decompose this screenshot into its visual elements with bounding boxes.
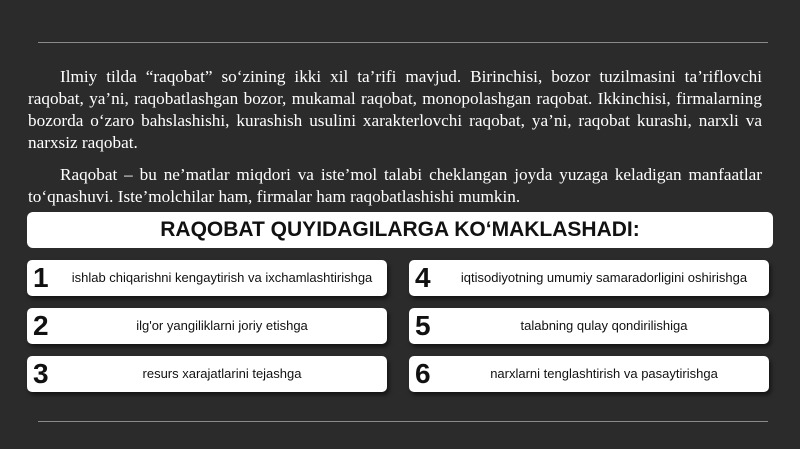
item-label: narxlarni tenglashtirish va pasaytirishga: [490, 366, 718, 381]
list-item-6: [409, 356, 769, 392]
item-label: iqtisodiyotning umumiy samaradorligini oshirishga: [460, 270, 748, 285]
bottom-divider: [38, 421, 768, 422]
banner-title: RAQOBAT QUYIDAGILARGA KO‘MAKLASHADI:: [160, 218, 640, 241]
paragraph-definitions: Ilmiy tilda “raqobat” so‘zining ikki xil ta’rifi mavjud. Birinchisi, bozor tuzilmasini ta’riflovchi raqobat, ya’ni, raqobatlashgan bozor, mukamal raqobat, monopolashgan raqobat. Ikkinchisi, firmalarning bozorda o‘zaro bahslashishi, kurashish usulini xarakterlovchi raqobat, ya’ni, raqobat kurashi, narxli va narxsiz raqobat.: [28, 67, 762, 152]
list-item-4: [409, 260, 769, 296]
item-label: resurs xarajatlarini tejashga: [142, 366, 302, 381]
paragraph-competition-definition: Raqobat – bu ne’matlar miqdori va iste’mol talabi cheklangan joyda yuzaga keladigan manfaatlar to‘qnashuvi. Iste’molchilar ham, firmalar ham raqobatlashishi mumkin.: [28, 165, 762, 206]
item-label: ilg'or yangiliklarni joriy etishga: [136, 318, 308, 333]
item-number: 2: [33, 310, 49, 341]
list-item-2: [27, 308, 387, 344]
item-number: 4: [415, 262, 431, 293]
list-item-1: [27, 260, 387, 296]
item-label: ishlab chiqarishni kengaytirish va ixchamlashtirishga: [71, 270, 373, 285]
item-label: talabning qulay qondirilishiga: [520, 318, 688, 333]
list-item-3: [27, 356, 387, 392]
item-number: 3: [33, 358, 49, 389]
top-divider: [38, 42, 768, 43]
list-item-5: [409, 308, 769, 344]
section-banner: [27, 212, 773, 248]
item-number: 1: [33, 262, 49, 293]
item-number: 5: [415, 310, 431, 341]
item-number: 6: [415, 358, 431, 389]
